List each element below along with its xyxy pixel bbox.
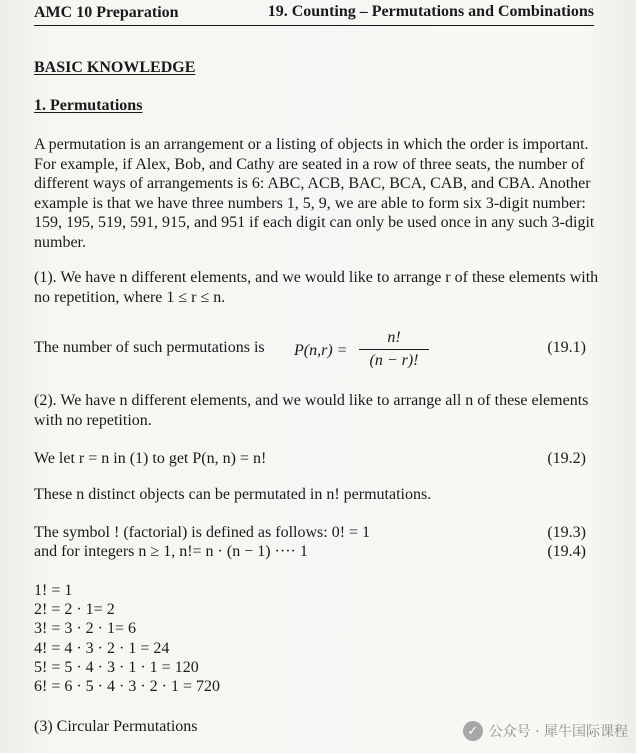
formula-lhs: P(n,r) = (294, 342, 348, 359)
permutation-count-label: The number of such permutations is (34, 339, 265, 356)
page-header (34, 3, 594, 26)
case-one-paragraph: (1). We have n different elements, and we would like to arrange r of these elements with no repetition, where 1 ≤ r ≤ n. (34, 269, 599, 306)
equation-number-19-2: (19.2) (547, 450, 586, 467)
watermark-text: 公众号 · 犀牛国际课程 (488, 724, 628, 740)
watermark-icon: ✓ (463, 721, 483, 741)
permutations-title: 1. Permutations (34, 97, 143, 114)
permutation-formula (294, 329, 434, 373)
equation-number-19-1: (19.1) (547, 339, 586, 356)
circular-permutations-heading: (3) Circular Permutations (34, 718, 198, 735)
case-two-paragraph: (2). We have n different elements, and we would like to arrange all n of these elements with no repetition. (34, 392, 589, 429)
factorial-row: 4! = 4 · 3 · 2 · 1 = 24 (34, 639, 170, 657)
formula-numerator: n! (387, 329, 401, 346)
factorial-row: 3! = 3 · 2 · 1= 6 (34, 620, 137, 638)
formula-denominator: (n − r)! (369, 352, 419, 369)
factorial-list (34, 581, 220, 696)
factorial-row: 5! = 5 · 4 · 3 · 1 · 1 = 120 (34, 658, 199, 676)
distinct-objects-line: These n distinct objects can be permutated in n! permutations. (34, 486, 432, 503)
factorial-row: 2! = 2 · 1= 2 (34, 601, 115, 619)
equation-number-19-4: (19.4) (547, 543, 586, 560)
factorial-definition-line-2: and for integers n ≥ 1, n!= n · (n − 1) ···· 1 (34, 543, 308, 560)
full-permutation-line: We let r = n in (1) to get P(n, n) = n! (34, 450, 267, 467)
equation-number-19-3: (19.3) (547, 524, 586, 541)
formula-fraction (359, 329, 429, 373)
header-left-title: AMC 10 Preparation (34, 4, 179, 21)
header-right-title: 19. Counting – Permutations and Combinations (267, 3, 594, 20)
intro-paragraph: A permutation is an arrangement or a listing of objects in which the order is important. For example, if Alex, Bob, and Cathy are seated in a row of three seats, the number of different ways of arrangements is 6: ABC, ACB, BAC, BCA, CAB, and CBA. Another example is that we have three numbers 1, 5, 9, we are able to form six 3-digit number: 159, 195, 519, 591, 915, and 951 if each digit can only be used once in any such 3-digit number. (34, 136, 595, 251)
fraction-bar (359, 349, 429, 350)
factorial-row: 1! = 1 (34, 582, 73, 599)
watermark (463, 717, 628, 745)
factorial-row: 6! = 6 · 5 · 4 · 3 · 2 · 1 = 720 (34, 678, 221, 696)
factorial-definition-line-1: The symbol ! (factorial) is defined as follows: 0! = 1 (34, 524, 371, 541)
basic-knowledge-title: BASIC KNOWLEDGE (34, 59, 196, 76)
